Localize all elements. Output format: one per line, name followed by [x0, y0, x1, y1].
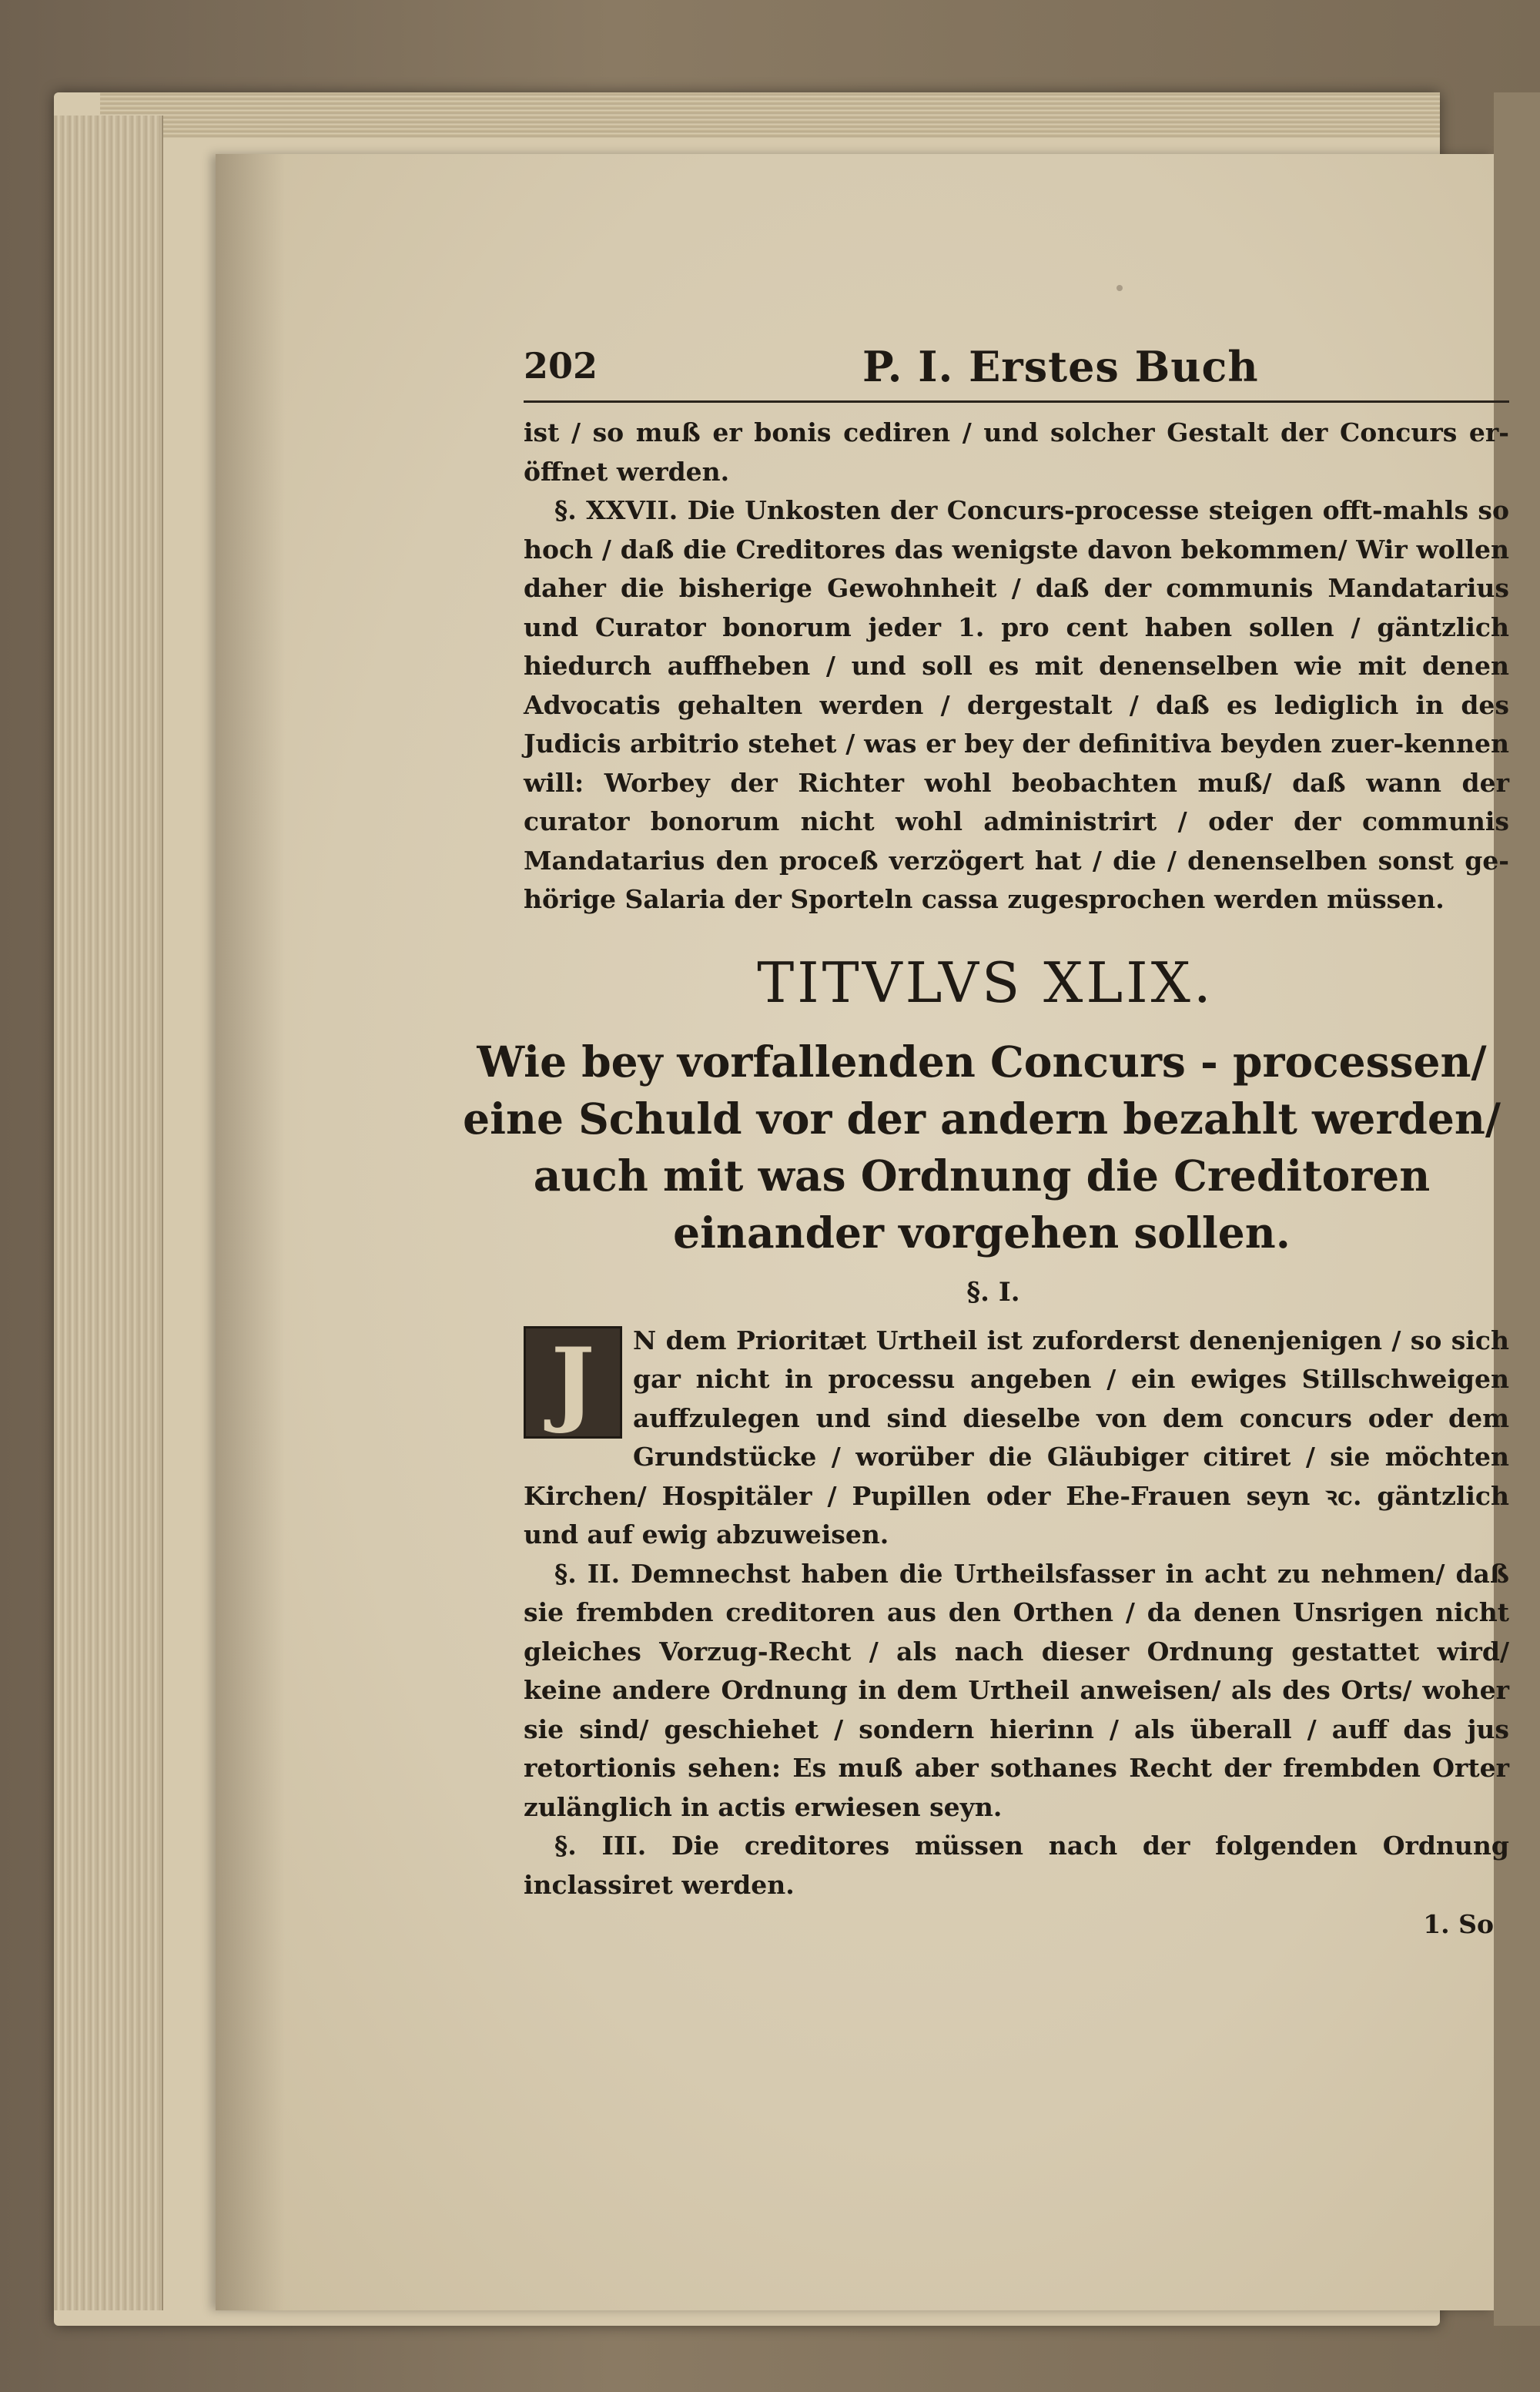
section-sign: §. I. — [966, 1276, 1020, 1308]
page-header — [524, 339, 1509, 403]
page-top-edge — [100, 92, 1440, 139]
title-number: TITVLVS XLIX. — [757, 950, 1214, 1015]
section-one — [524, 1322, 1509, 1555]
gutter-shadow — [216, 154, 285, 2310]
decorated-initial: J — [524, 1326, 622, 1439]
title-heading: Wie bey vorfallenden Concurs - processen/ eine Schuld vor der andern bezahlt werden/ auch mit was Ordnung die Creditoren einander vorgehen sollen. — [463, 1036, 1501, 1258]
paragraph-section-2: §. II. Demnechst haben die Urtheilsfasser in acht zu nehmen/ daß sie frembden creditoren aus den Orthen / da denen Unsrigen nicht gleiches Vorzug-Recht / als nach dieser Ordnung gestattet wird/ keine andere Ordnung in dem Urtheil anweisen/ als des Orts/ woher sie sind/ geschiehet / sondern hierinn / als überall / auff das jus retortionis sehen: Es muß aber sothanes Recht der frembden Orter zulänglich in actis erwiesen seyn. — [524, 1558, 1509, 1822]
page-content — [463, 339, 1509, 1946]
page-number: 202 — [524, 345, 598, 387]
paragraph-section-3: §. III. Die creditores müssen nach der folgenden Ordnung inclassiret werden. — [524, 1831, 1509, 1900]
paragraph-section-27: §. XXVII. Die Unkosten der Concurs-processe steigen offt-mahls so hoch / daß die Creditores das wenigste davon bekommen/ Wir wollen daher die bisherige Gewohnheit / daß der communis Mandatarius und Curator bonorum jeder 1. pro cent haben sollen / gäntzlich hiedurch auffheben / und soll es mit denenselben wie mit denen Advocatis gehalten werden / dergestalt / daß es lediglich in des Judicis arbitrio stehet / was er bey der definitiva beyden zuer-kennen will: Worbey der Richter wohl beobachten muß/ daß wann der curator bonorum nicht wohl administrirt / oder der communis Mandatarius den proceß verzögert hat / die / denenselben sonst ge-hörige Salaria der Sporteln cassa zugesprochen werden müssen. — [524, 495, 1509, 914]
body-text-bottom — [524, 1555, 1509, 1905]
catchword-line — [524, 1905, 1509, 1946]
paragraph-continuation: ist / so muß er bonis cediren / und solcher Gestalt der Concurs er-öffnet werden. — [524, 417, 1509, 487]
paragraph-section-1: N dem Prioritæt Urtheil ist zuforderst denenjenigen / so sich gar nicht in processu angeben / ein ewiges Stillschweigen auffzulegen und sind dieselbe von dem concurs oder dem Grundstücke / worüber die Gläubiger citiret / sie möchten Kirchen/ Hospitäler / Pupillen oder Ehe-Frauen seyn ꝛc. gäntzlich und auf ewig abzuweisen. — [524, 1325, 1509, 1549]
running-head: P. I. Erstes Buch — [862, 342, 1259, 391]
catchword: 1. So — [1423, 1909, 1494, 1939]
pencil-mark — [1116, 285, 1123, 291]
body-text-top — [524, 414, 1509, 920]
book-fore-edge — [54, 116, 163, 2310]
